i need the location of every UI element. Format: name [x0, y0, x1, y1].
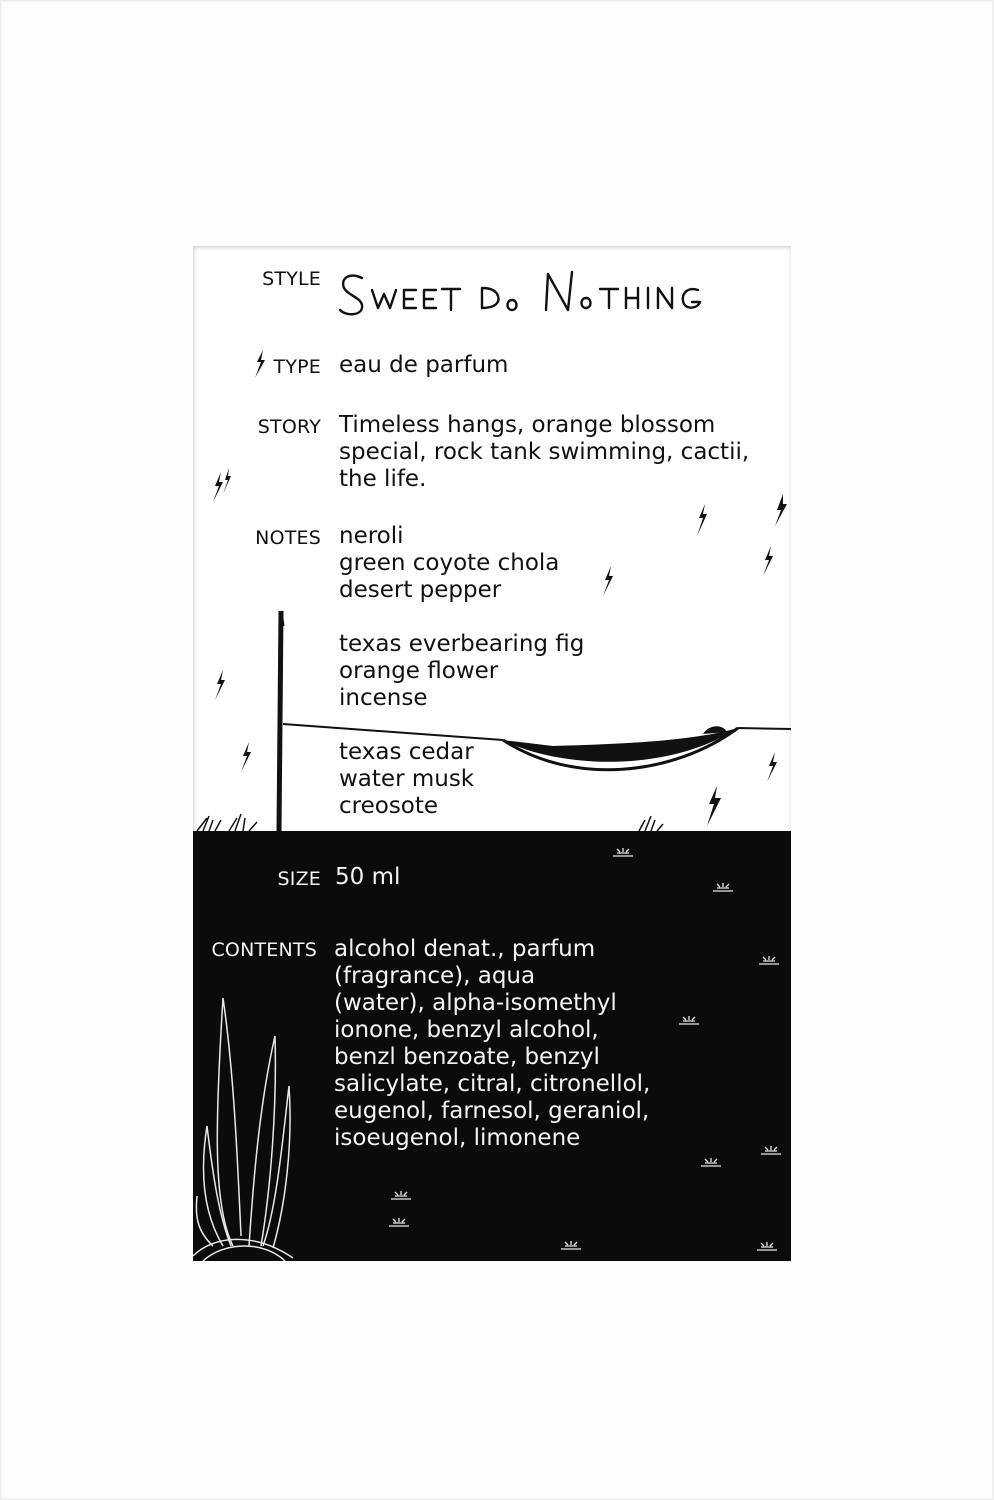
size-label: SIZE — [277, 868, 321, 890]
notes-label: NOTES — [255, 527, 321, 549]
notes-heart: texas everbearing fig orange flower incense — [339, 631, 585, 711]
notes-base: texas cedar water musk creosote — [339, 739, 475, 819]
notes-top: neroli green coyote chola desert pepper — [339, 523, 560, 603]
story-value: Timeless hangs, orange blossom special, rock tank swimming, cactii, the life. — [339, 412, 750, 492]
story-label: STORY — [257, 416, 321, 438]
style-label: STYLE — [262, 268, 321, 290]
illustration-layer — [193, 246, 791, 1261]
card-window — [193, 246, 791, 1261]
grass-icon — [197, 814, 663, 831]
contents-value: alcohol denat., parfum (fragrance), aqua (water), alpha-isomethyl ionone, benzyl alcohol, benzl benzoate, benzyl salicylate, citral, citronellol, eugenol, farnesol, geraniol, isoeugenol, limonene — [334, 936, 651, 1151]
type-label: TYPE — [273, 356, 321, 378]
agave-illustration — [193, 998, 293, 1261]
size-value: 50 ml — [335, 864, 401, 890]
lightning-bolt-icon — [213, 350, 787, 826]
type-value: eau de parfum — [339, 352, 509, 378]
contents-label: CONTENTS — [211, 939, 317, 961]
sunrise-icon — [389, 848, 781, 1250]
